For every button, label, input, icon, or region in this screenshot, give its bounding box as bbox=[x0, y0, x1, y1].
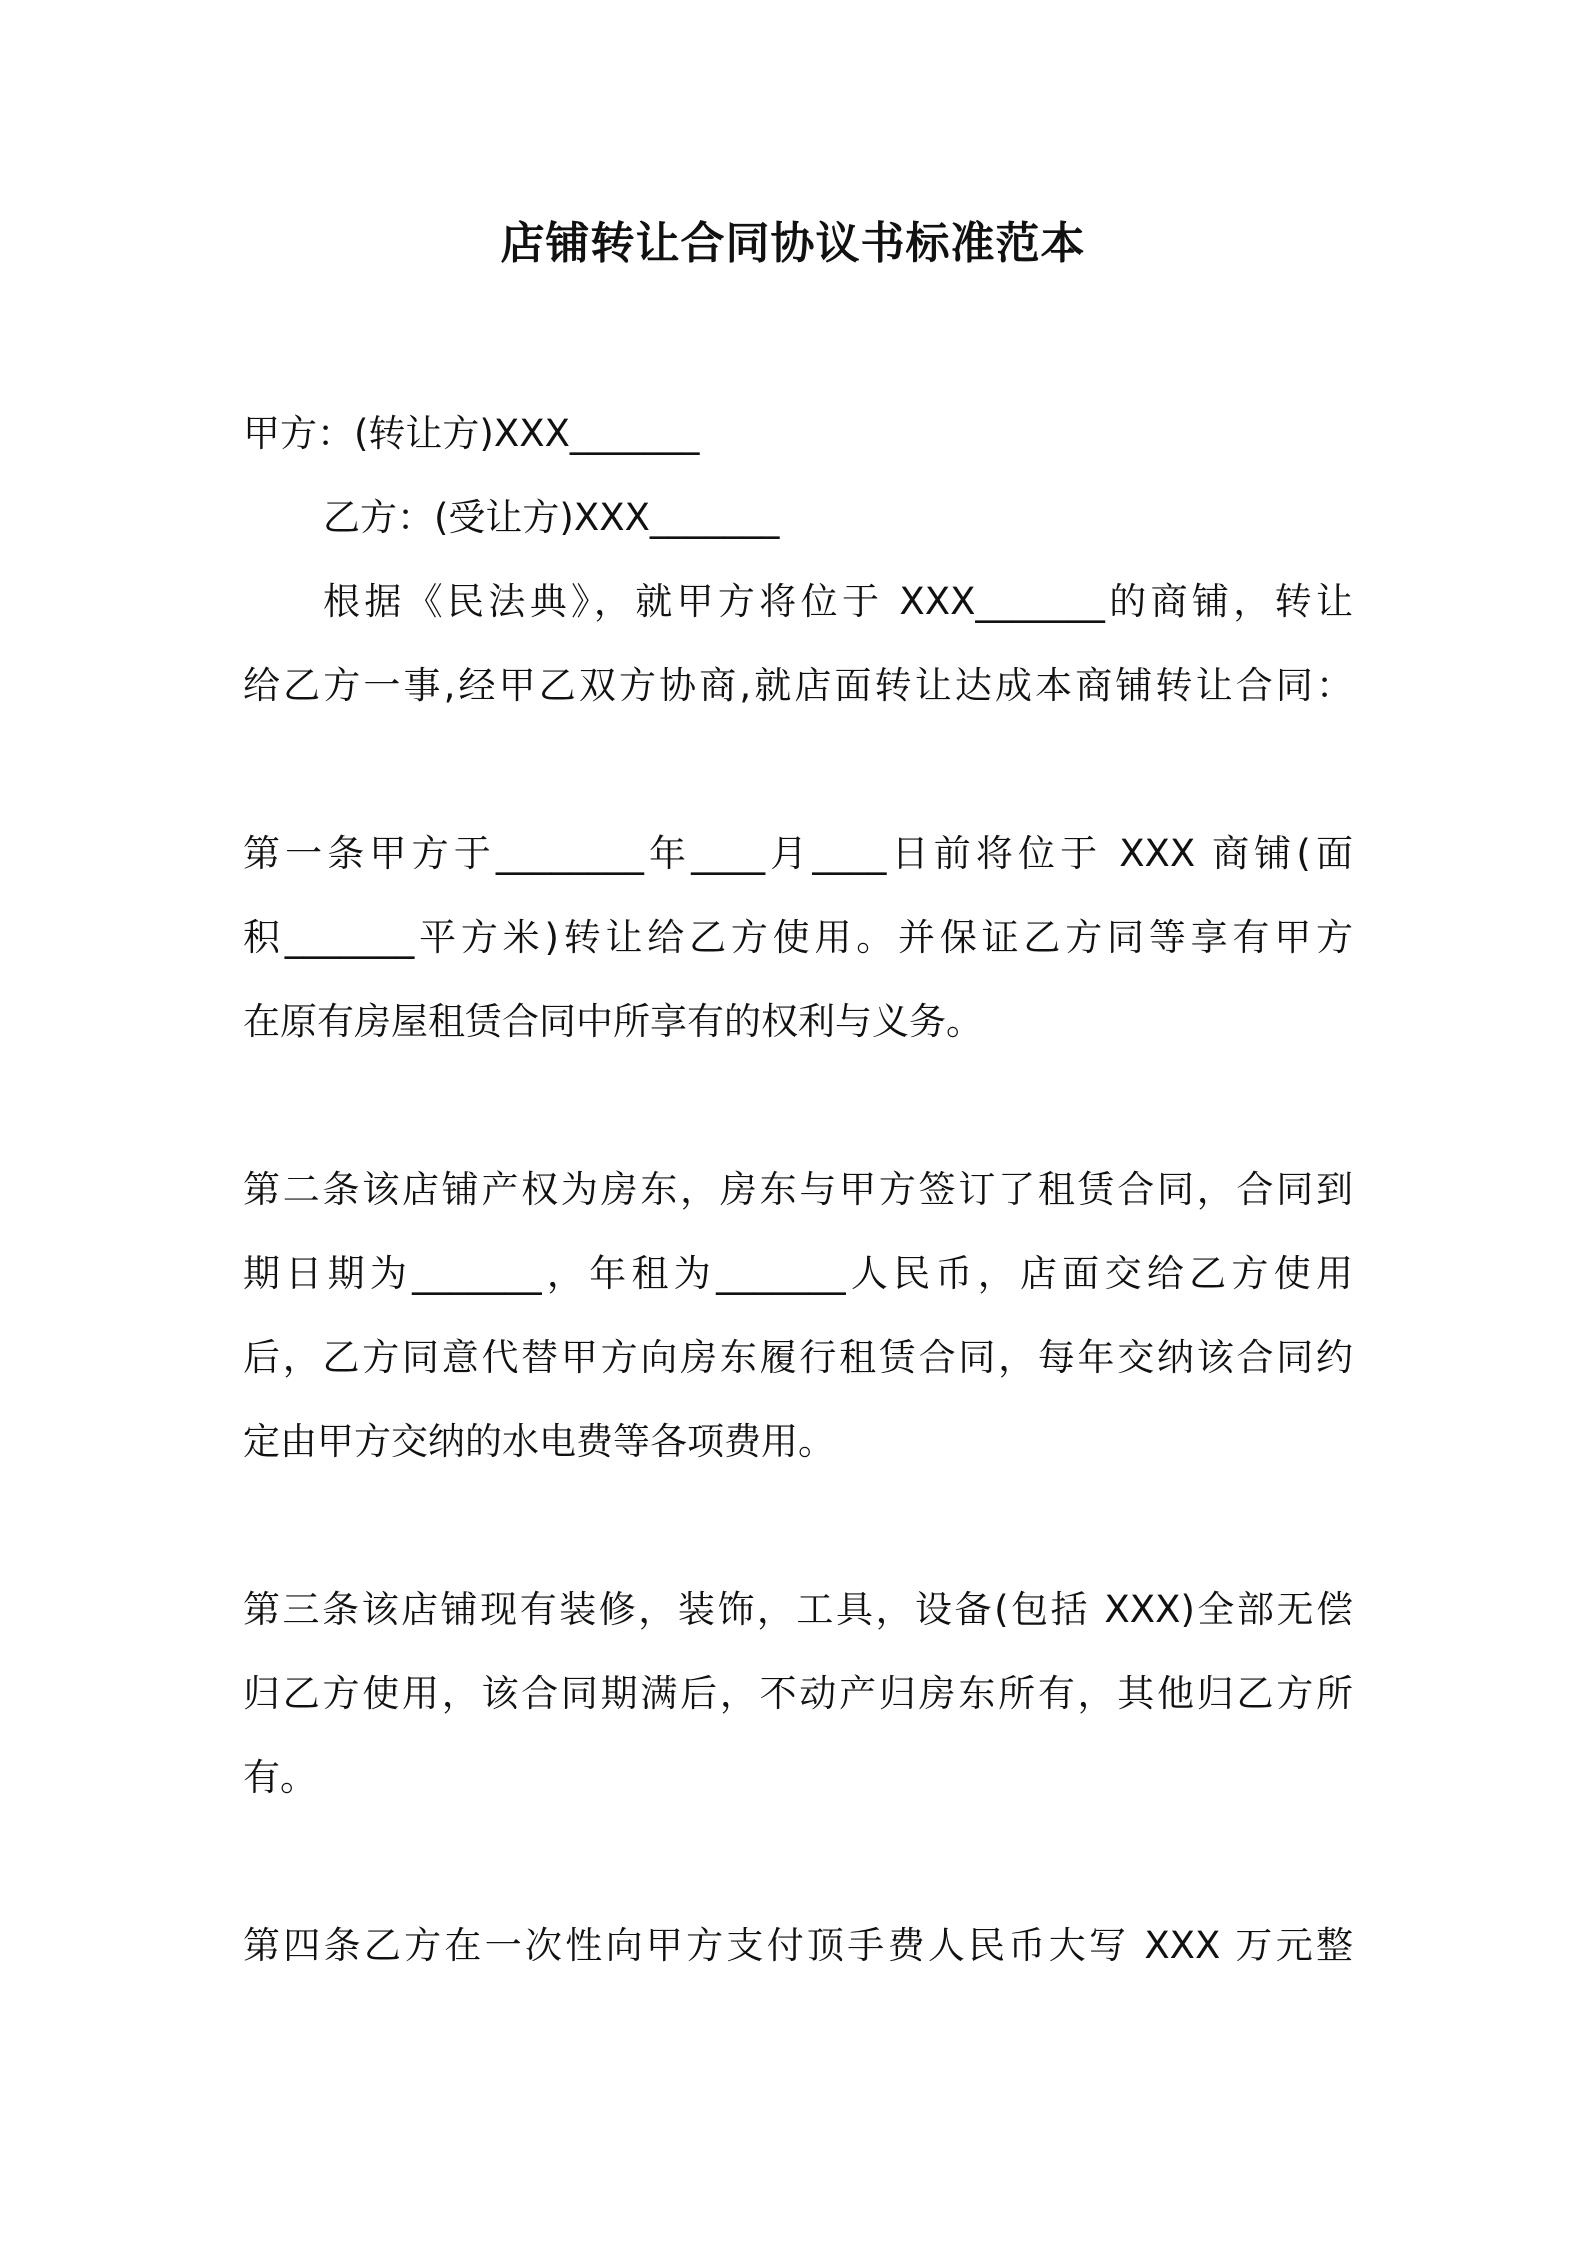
article-1-line-1: 第一条甲方于________年____月____日前将位于 XXX 商铺(面 bbox=[243, 832, 1353, 875]
intro-line-2: 给乙方一事,经甲乙双方协商,就店面转让达成本商铺转让合同： bbox=[243, 664, 1353, 707]
article-3-paragraph bbox=[243, 1568, 1353, 1820]
article-2-line-2: 期日期为_______，年租为_______人民币，店面交给乙方使用 bbox=[243, 1252, 1353, 1295]
article-3-line-3: 有。 bbox=[243, 1756, 317, 1799]
party-a-text: 甲方：(转让方)XXX_______ bbox=[243, 412, 700, 455]
document-title: 店铺转让合同协议书标准范本 bbox=[500, 218, 1086, 269]
article-2-line-4: 定由甲方交纳的水电费等各项费用。 bbox=[243, 1420, 835, 1463]
article-2-line-3: 后，乙方同意代替甲方向房东履行租赁合同，每年交纳该合同约 bbox=[243, 1336, 1353, 1379]
party-b-line bbox=[243, 476, 1433, 560]
article-3-line-2: 归乙方使用，该合同期满后，不动产归房东所有，其他归乙方所 bbox=[243, 1672, 1353, 1715]
article-3-line-1: 第三条该店铺现有装修，装饰，工具，设备(包括 XXX)全部无偿 bbox=[243, 1588, 1353, 1631]
intro-line-1: 根据《民法典》，就甲方将位于 XXX_______的商铺，转让 bbox=[323, 580, 1353, 623]
article-4-line-1: 第四条乙方在一次性向甲方支付顶手费人民币大写 XXX 万元整 bbox=[243, 1924, 1353, 1967]
party-a-line bbox=[243, 392, 1353, 476]
article-2-paragraph bbox=[243, 1148, 1353, 1484]
article-1-paragraph bbox=[243, 812, 1353, 1064]
article-1-line-2: 积_______平方米)转让给乙方使用。并保证乙方同等享有甲方 bbox=[243, 916, 1353, 959]
article-1-line-3: 在原有房屋租赁合同中所享有的权利与义务。 bbox=[243, 1000, 983, 1043]
intro-paragraph bbox=[243, 560, 1353, 728]
party-b-text: 乙方：(受让方)XXX_______ bbox=[323, 496, 780, 539]
article-2-line-1: 第二条该店铺产权为房东，房东与甲方签订了租赁合同，合同到 bbox=[243, 1168, 1353, 1211]
article-4-paragraph bbox=[243, 1904, 1353, 1988]
